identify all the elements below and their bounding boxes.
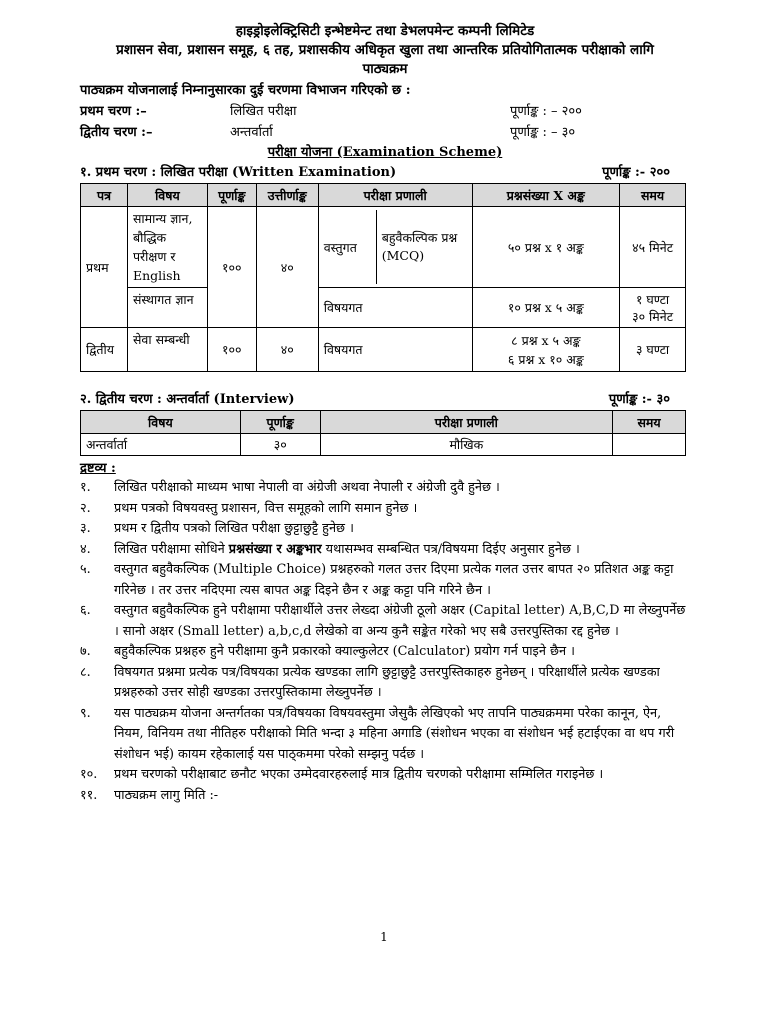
full-marks-cell: १०० — [207, 328, 256, 372]
pass-marks-cell: ४० — [256, 207, 318, 328]
table-row — [81, 207, 686, 288]
note-number: १. — [80, 480, 91, 495]
note-text: यस पाठ्यक्रम योजना अन्तर्गतका पत्र/विषयका विषयवस्तुमा जेसुकै लेखिएको भए तापनि पाठ्यक्रममा परेका कानून, ऐन, नियम, विनियम तथा नीतिहरु परीक्षाको मिति भन्दा ३ महिना अगाडि (संशोधन भएका वा संशोधन भई हटाईएका वा थप गरी संशोधन भई) कायम रहेकालाई यस पाठ्कममा परेको सम्झनु पर्दछ । — [114, 705, 675, 762]
note-number: ३. — [80, 521, 91, 536]
note-text-part: यथासम्भव सम्बन्धित पत्र/विषयमा दिईए अनुसार हुनेछ । — [321, 541, 580, 557]
written-heading: १. प्रथम चरण : लिखित परीक्षा (Written Examination) — [80, 165, 397, 180]
note-number: ११. — [80, 787, 98, 803]
phase-row-2 — [80, 122, 690, 143]
method-objective: वस्तुगत — [319, 210, 377, 284]
col-header: पूर्णाङ्क — [207, 184, 256, 207]
interview-section-heading — [80, 390, 690, 410]
phase-type: लिखित परीक्षा — [230, 104, 297, 119]
method-cell — [318, 207, 472, 288]
list-item — [80, 601, 690, 642]
syllabus-title: पाठ्यक्रम — [362, 61, 408, 77]
phase-marks: पूर्णाङ्क : – २०० — [510, 104, 582, 119]
interview-heading: २. द्वितीय चरण : अन्तर्वार्ता (Interview) — [80, 392, 295, 407]
note-text — [114, 540, 690, 561]
scheme-title: परीक्षा योजना (Examination Scheme) — [267, 145, 503, 160]
col-header: विषय — [127, 184, 207, 207]
notes-title: द्रष्टव्य : — [80, 461, 116, 476]
method-cell: मौखिक — [320, 434, 612, 456]
paper-cell: द्वितीय — [81, 328, 128, 372]
subject-cell: सामान्य ज्ञान, बौद्धिक परीक्षण र English — [127, 207, 207, 288]
note-number: २. — [80, 500, 91, 516]
note-text: प्रथम पत्रको विषयवस्तु प्रशासन, वित्त समूहको लागि समान हुनेछ । — [114, 500, 418, 516]
syllabus-intro: पाठ्यक्रम योजनालाई निम्नानुसारका दुई चरणमा विभाजन गरिएको छ : — [80, 83, 411, 98]
table-row — [81, 328, 686, 372]
written-exam-table — [80, 183, 686, 372]
list-item — [80, 499, 690, 520]
list-item — [80, 642, 690, 663]
method-cell: विषयगत — [318, 328, 472, 372]
note-number: ८. — [80, 664, 91, 680]
col-header: पूर्णाङ्क — [240, 411, 320, 434]
note-emphasis: प्रश्नसंख्या र अङ्कभार — [228, 541, 322, 557]
question-count-cell — [472, 328, 620, 372]
note-number: ५. — [80, 562, 91, 577]
full-marks-cell: ३० — [240, 434, 320, 456]
document-page — [80, 22, 690, 806]
question-count-cell: ५० प्रश्न x १ अङ्क — [472, 207, 620, 288]
table-row — [81, 288, 686, 328]
time-cell: ४५ मिनेट — [620, 207, 686, 288]
subject-cell: संस्थागत ज्ञान — [127, 288, 207, 328]
pass-marks-cell: ४० — [256, 328, 318, 372]
col-header: विषय — [81, 411, 241, 434]
note-text: प्रथम चरणको परीक्षाबाट छनौट भएका उम्मेदवारहरुलाई मात्र द्वितीय चरणको परीक्षामा सम्मिलित गराइनेछ । — [114, 767, 604, 782]
list-item — [80, 478, 690, 499]
col-header: पत्र — [81, 184, 128, 207]
subject-cell: अन्तर्वार्ता — [81, 434, 241, 456]
interview-table — [80, 410, 686, 456]
time-hours: १ घण्टा — [635, 291, 670, 307]
table-row — [81, 434, 686, 456]
phase-row-1 — [80, 101, 690, 122]
col-header: समय — [613, 411, 686, 434]
list-item — [80, 540, 690, 561]
question-count-cell: १० प्रश्न x ५ अङ्क — [472, 288, 620, 328]
list-item — [80, 704, 690, 766]
page-number: 1 — [380, 930, 388, 944]
time-cell: ३ घण्टा — [620, 328, 686, 372]
note-number: ९. — [80, 705, 91, 721]
note-number: ७. — [80, 644, 91, 659]
question-count-line: ६ प्रश्न x १० अङ्क — [507, 351, 584, 367]
written-section-heading — [80, 163, 690, 183]
note-text: वस्तुगत बहुवैकल्पिक (Multiple Choice) प्रश्नहरुको गलत उत्तर दिएमा प्रत्येक गलत उत्तर बापत २० प्रतिशत अङ्क कट्टा गरिनेछ । तर उत्तर नदिएमा त्यस बापत अङ्क दिइने छैन र अङ्क कट्टा पनि गरिने छैन । — [114, 562, 674, 598]
note-number: १०. — [80, 767, 98, 782]
note-text: लिखित परीक्षाको माध्यम भाषा नेपाली वा अंग्रेजी अथवा नेपाली र अंग्रेजी दुवै हुनेछ । — [114, 480, 500, 495]
full-marks-cell: १०० — [207, 207, 256, 328]
note-number: ४. — [80, 541, 91, 557]
method-mcq: बहुवैकल्पिक प्रश्न (MCQ) — [381, 230, 458, 263]
col-header: समय — [620, 184, 686, 207]
note-text: विषयगत प्रश्नमा प्रत्येक पत्र/विषयका प्रत्येक खण्डका लागि छुट्टाछुट्टै उत्तरपुस्तिकाहरु हुनेछन् । परिक्षार्थीले प्रत्येक खण्डका प्रश्नहरुको उत्तर सोही खण्डका उत्तरपुस्तिकामा लेख्नुपर्नेछ । — [114, 664, 660, 700]
table-header-row — [81, 411, 686, 434]
question-count-line: ८ प्रश्न x ५ अङ्क — [511, 332, 581, 348]
time-minutes: ३० मिनेट — [632, 308, 674, 324]
notes-list — [80, 478, 690, 806]
phase-label: द्वितीय चरण :– — [80, 125, 153, 140]
interview-full-marks: पूर्णाङ्क :- ३० — [608, 392, 670, 407]
list-item — [80, 765, 690, 786]
note-text-part: लिखित परीक्षामा सोधिने — [114, 541, 229, 557]
phase-type: अन्तर्वार्ता — [230, 125, 273, 140]
subject-cell: सेवा सम्बन्धी — [127, 328, 207, 372]
phase-label: प्रथम चरण :– — [80, 104, 147, 119]
list-item — [80, 519, 690, 540]
time-cell — [620, 288, 686, 328]
note-number: ६. — [80, 603, 91, 618]
written-full-marks: पूर्णाङ्क :- २०० — [602, 165, 670, 180]
time-cell — [613, 434, 686, 456]
table-header-row — [81, 184, 686, 207]
list-item — [80, 663, 690, 704]
col-header: उत्तीर्णाङ्क — [256, 184, 318, 207]
note-text: पाठ्यक्रम लागु मिति :- — [114, 787, 219, 803]
company-name: हाइड्रोइलेक्ट्रिसिटी इन्भेष्टमेन्ट तथा डेभलपमेन्ट कम्पनी लिमिटेड — [235, 23, 535, 39]
note-text: प्रथम र द्वितीय पत्रको लिखित परीक्षा छुट्टाछुट्टै हुनेछ । — [114, 521, 354, 536]
note-text: बहुवैकल्पिक प्रश्नहरु हुने परीक्षामा कुनै प्रकारको क्याल्कुलेटर (Calculator) प्रयोग गर्न पाइने छैन । — [114, 644, 575, 659]
exam-title: प्रशासन सेवा, प्रशासन समूह, ६ तह, प्रशासकीय अधिकृत खुला तथा आन्तरिक प्रतियोगितात्मक परीक्षाको लागि — [116, 42, 654, 58]
note-text: वस्तुगत बहुवैकल्पिक हुने परीक्षामा परीक्षार्थीले उत्तर लेख्दा अंग्रेजी ठूलो अक्षर (Capital letter) A,B,C,D मा लेख्नुपर्नेछ । सानो अक्षर (Small letter) a,b,c,d लेखेको वा अन्य कुनै सङ्केत गरेको भए सबै उत्तरपुस्तिका रद्द हुनेछ । — [114, 603, 686, 639]
paper-cell: प्रथम — [81, 207, 128, 328]
col-header: प्रश्नसंख्या X अङ्क — [472, 184, 620, 207]
list-item — [80, 786, 690, 807]
list-item — [80, 560, 690, 601]
col-header: परीक्षा प्रणाली — [320, 411, 612, 434]
col-header: परीक्षा प्रणाली — [318, 184, 472, 207]
phase-marks: पूर्णाङ्क : – ३० — [510, 125, 576, 140]
method-cell: विषयगत — [318, 288, 472, 328]
